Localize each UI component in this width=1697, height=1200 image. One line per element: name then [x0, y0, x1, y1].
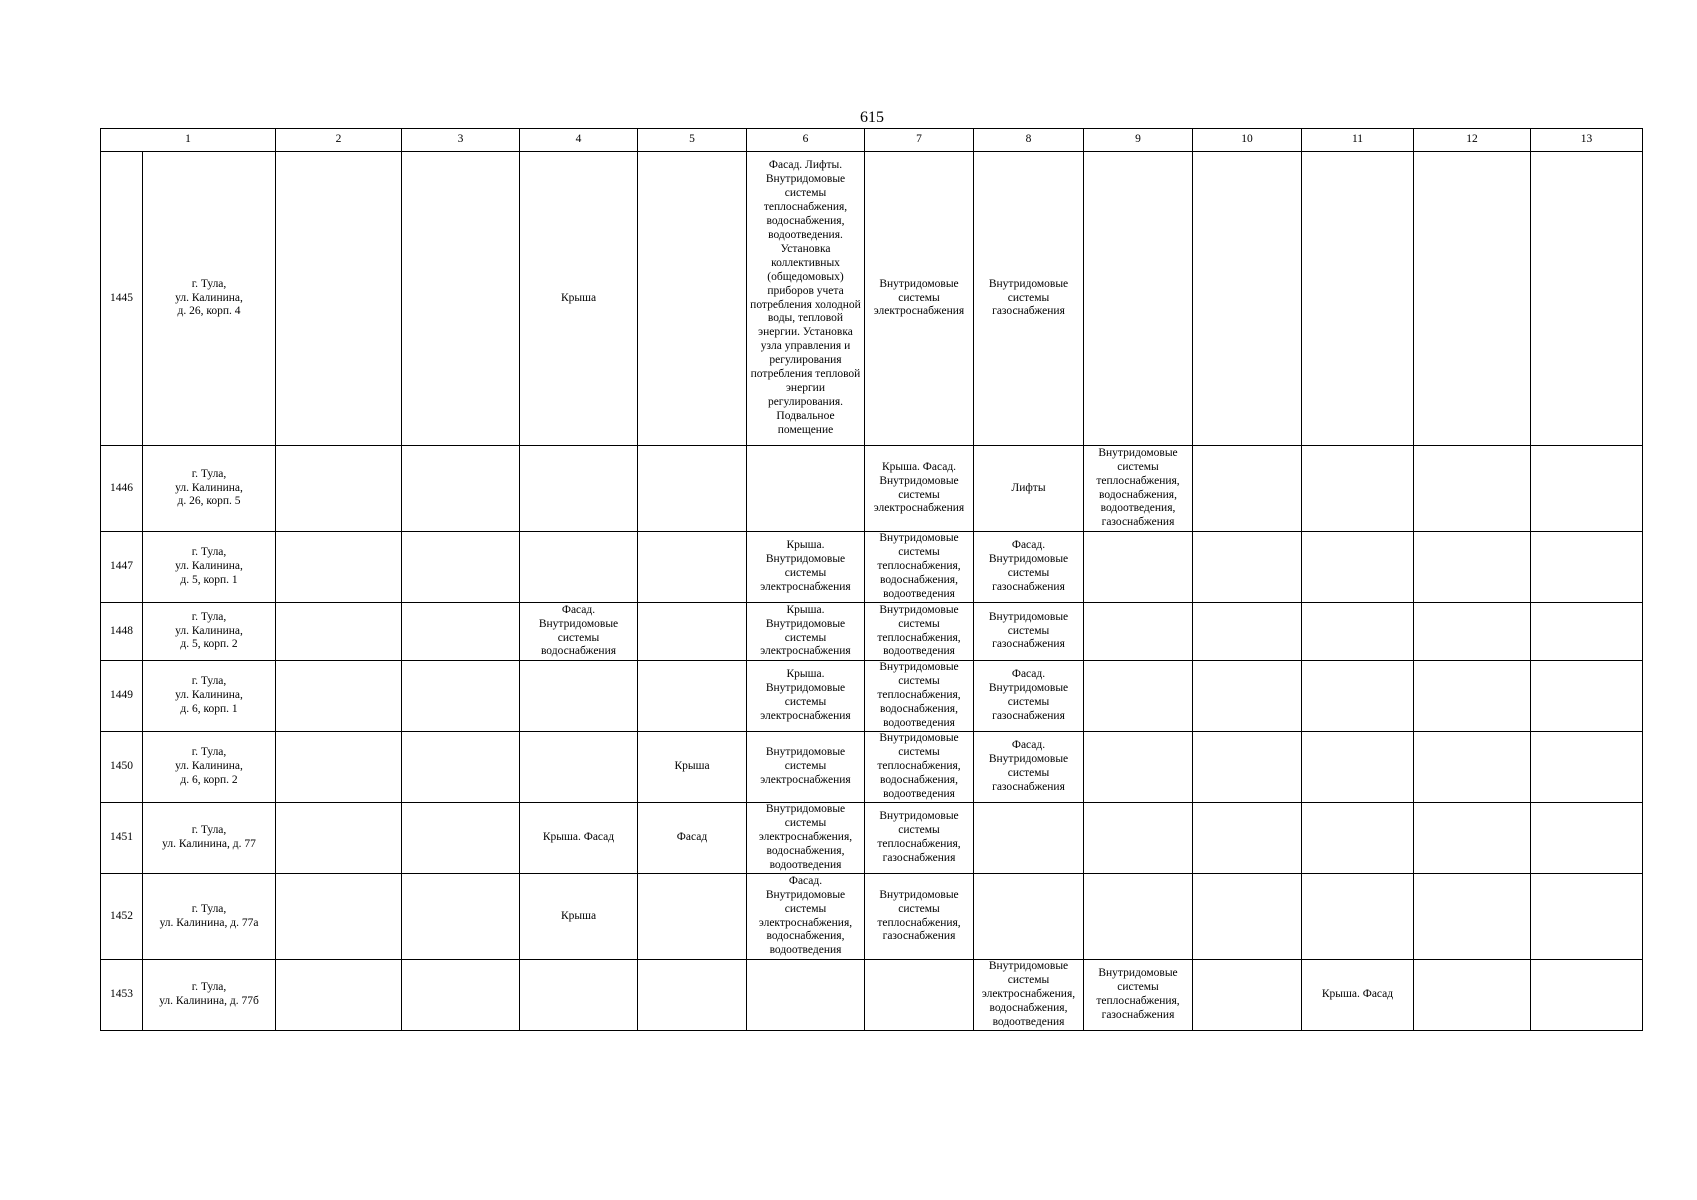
work-cell-col-4: [520, 960, 638, 1031]
work-cell-col-11: Крыша. Фасад: [1302, 960, 1414, 1031]
work-cell-col-10: [1193, 803, 1302, 874]
table-row: [101, 732, 1643, 803]
work-cell-col-13: [1531, 446, 1643, 532]
work-cell-col-7: Внутридомовые системы теплоснабжения, водоотведения: [865, 603, 974, 661]
work-cell-col-8: Лифты: [974, 446, 1084, 532]
work-cell-col-13: [1531, 661, 1643, 732]
work-cell-col-9: [1084, 732, 1193, 803]
work-cell-col-8: Фасад. Внутридомовые системы газоснабжения: [974, 732, 1084, 803]
address-line: ул. Калинина, д. 77: [162, 838, 256, 850]
work-schedule-table: [100, 128, 1643, 1031]
table-row: [101, 446, 1643, 532]
address-cell: [143, 874, 276, 960]
work-cell-col-5: [638, 661, 747, 732]
address-line: ул. Калинина,: [175, 760, 243, 773]
work-cell-col-3: [402, 960, 520, 1031]
work-cell-col-10: [1193, 603, 1302, 661]
work-cell-col-2: [276, 152, 402, 446]
work-cell-col-11: [1302, 603, 1414, 661]
address-line: ул. Калинина, д. 77б: [159, 995, 259, 1007]
work-cell-col-3: [402, 661, 520, 732]
work-cell-col-8: Внутридомовые системы электроснабжения, водоснабжения, водоотведения: [974, 960, 1084, 1031]
work-cell-col-6: Внутридомовые системы электроснабжения, водоснабжения, водоотведения: [747, 803, 865, 874]
row-number: 1452: [101, 874, 143, 960]
column-header: 12: [1414, 129, 1531, 152]
address-cell: [143, 661, 276, 732]
work-cell-col-6: Крыша. Внутридомовые системы электроснабжения: [747, 603, 865, 661]
column-number-row: [101, 129, 1643, 152]
work-cell-col-2: [276, 874, 402, 960]
address-line: г. Тула,: [191, 546, 227, 559]
work-cell-col-7: Внутридомовые системы теплоснабжения, водоснабжения, водоотведения: [865, 532, 974, 603]
column-header: 11: [1302, 129, 1414, 152]
work-cell-col-2: [276, 661, 402, 732]
column-header: 9: [1084, 129, 1193, 152]
address-line: г. Тула,: [191, 467, 227, 480]
work-cell-col-9: [1084, 874, 1193, 960]
table-row: [101, 661, 1643, 732]
work-cell-col-7: Внутридомовые системы электроснабжения: [865, 152, 974, 446]
work-cell-col-3: [402, 446, 520, 532]
address-line: ул. Калинина, д. 77а: [159, 916, 259, 929]
column-header: 13: [1531, 129, 1643, 152]
work-cell-col-2: [276, 803, 402, 874]
work-cell-col-12: [1414, 803, 1531, 874]
work-cell-col-5: [638, 152, 747, 446]
work-cell-col-5: [638, 532, 747, 603]
work-cell-col-9: [1084, 532, 1193, 603]
address-line: ул. Калинина,: [175, 291, 243, 304]
work-cell-col-10: [1193, 446, 1302, 532]
work-cell-col-5: Фасад: [638, 803, 747, 874]
work-cell-col-8: [974, 874, 1084, 960]
address-line: д. 26, корп. 5: [177, 495, 241, 508]
address-line: г. Тула,: [191, 610, 227, 623]
address-cell: [143, 152, 276, 446]
work-cell-col-9: Внутридомовые системы теплоснабжения, газоснабжения: [1084, 960, 1193, 1031]
work-cell-col-3: [402, 803, 520, 874]
address-cell: [143, 960, 276, 1031]
work-cell-col-10: [1193, 732, 1302, 803]
address-line: г. Тула,: [191, 746, 227, 759]
work-cell-col-4: Крыша: [520, 152, 638, 446]
work-cell-col-8: Внутридомовые системы газоснабжения: [974, 603, 1084, 661]
work-cell-col-9: [1084, 803, 1193, 874]
work-cell-col-5: [638, 446, 747, 532]
address-line: г. Тула,: [191, 824, 227, 837]
address-line: д. 26, корп. 4: [177, 305, 241, 318]
table-row: [101, 603, 1643, 661]
address-line: ул. Калинина,: [175, 689, 243, 702]
column-header: 4: [520, 129, 638, 152]
address-line: г. Тула,: [191, 675, 227, 688]
address-line: д. 6, корп. 2: [180, 773, 238, 786]
work-cell-col-2: [276, 603, 402, 661]
work-cell-col-6: Крыша. Внутридомовые системы электроснабжения: [747, 661, 865, 732]
work-cell-col-13: [1531, 603, 1643, 661]
work-cell-col-6: Крыша. Внутридомовые системы электроснабжения: [747, 532, 865, 603]
work-cell-col-12: [1414, 874, 1531, 960]
work-cell-col-6: [747, 960, 865, 1031]
work-cell-col-11: [1302, 803, 1414, 874]
table-body: [101, 152, 1643, 1031]
column-header: 3: [402, 129, 520, 152]
work-cell-col-8: Фасад. Внутридомовые системы газоснабжения: [974, 532, 1084, 603]
column-header: 10: [1193, 129, 1302, 152]
table-row: [101, 152, 1643, 446]
work-cell-col-13: [1531, 532, 1643, 603]
table-row: [101, 803, 1643, 874]
address-line: г. Тула,: [191, 902, 227, 915]
work-cell-col-2: [276, 446, 402, 532]
work-cell-col-7: Внутридомовые системы теплоснабжения, водоснабжения, водоотведения: [865, 732, 974, 803]
work-cell-col-7: [865, 960, 974, 1031]
work-cell-col-4: [520, 732, 638, 803]
work-cell-col-10: [1193, 874, 1302, 960]
work-cell-col-12: [1414, 960, 1531, 1031]
row-number: 1446: [101, 446, 143, 532]
work-cell-col-4: Фасад. Внутридомовые системы водоснабжения: [520, 603, 638, 661]
work-cell-col-5: [638, 874, 747, 960]
work-cell-col-13: [1531, 960, 1643, 1031]
address-line: ул. Калинина,: [175, 481, 243, 494]
work-cell-col-2: [276, 532, 402, 603]
address-line: г. Тула,: [191, 981, 227, 994]
work-cell-col-7: Внутридомовые системы теплоснабжения, газоснабжения: [865, 803, 974, 874]
work-cell-col-4: [520, 446, 638, 532]
address-cell: [143, 532, 276, 603]
column-header: 5: [638, 129, 747, 152]
work-cell-col-3: [402, 152, 520, 446]
address-line: д. 5, корп. 2: [180, 638, 238, 651]
column-header: 6: [747, 129, 865, 152]
work-cell-col-2: [276, 732, 402, 803]
work-cell-col-3: [402, 874, 520, 960]
column-header: 2: [276, 129, 402, 152]
row-number: 1445: [101, 152, 143, 446]
work-cell-col-10: [1193, 661, 1302, 732]
row-number: 1449: [101, 661, 143, 732]
work-cell-col-13: [1531, 152, 1643, 446]
row-number: 1451: [101, 803, 143, 874]
column-header: 8: [974, 129, 1084, 152]
work-cell-col-11: [1302, 152, 1414, 446]
work-cell-col-9: Внутридомовые системы теплоснабжения, водоснабжения, водоотведения, газоснабжения: [1084, 446, 1193, 532]
work-cell-col-12: [1414, 152, 1531, 446]
work-cell-col-6: Внутридомовые системы электроснабжения: [747, 732, 865, 803]
work-cell-col-13: [1531, 803, 1643, 874]
work-cell-col-8: Внутридомовые системы газоснабжения: [974, 152, 1084, 446]
work-cell-col-12: [1414, 446, 1531, 532]
row-number: 1450: [101, 732, 143, 803]
column-header: 1: [101, 129, 276, 152]
work-cell-col-3: [402, 603, 520, 661]
work-cell-col-12: [1414, 532, 1531, 603]
row-number: 1447: [101, 532, 143, 603]
work-cell-col-6: [747, 446, 865, 532]
work-cell-col-9: [1084, 603, 1193, 661]
work-cell-col-13: [1531, 732, 1643, 803]
work-cell-col-10: [1193, 152, 1302, 446]
address-cell: [143, 732, 276, 803]
table-row: [101, 874, 1643, 960]
work-cell-col-12: [1414, 732, 1531, 803]
address-line: ул. Калинина,: [175, 560, 243, 573]
table-row: [101, 532, 1643, 603]
work-cell-col-7: Внутридомовые системы теплоснабжения, газоснабжения: [865, 874, 974, 960]
address-cell: [143, 603, 276, 661]
address-cell: [143, 446, 276, 532]
work-cell-col-8: [974, 803, 1084, 874]
row-number: 1453: [101, 960, 143, 1031]
work-cell-col-11: [1302, 732, 1414, 803]
work-cell-col-4: [520, 661, 638, 732]
work-cell-col-4: Крыша: [520, 874, 638, 960]
work-cell-col-5: [638, 603, 747, 661]
work-cell-col-6: Фасад. Внутридомовые системы электроснабжения, водоснабжения, водоотведения: [747, 874, 865, 960]
work-cell-col-9: [1084, 661, 1193, 732]
address-line: ул. Калинина,: [175, 624, 243, 637]
work-cell-col-5: [638, 960, 747, 1031]
address-line: г. Тула,: [191, 277, 227, 290]
work-cell-col-11: [1302, 532, 1414, 603]
address-cell: [143, 803, 276, 874]
table-row: [101, 960, 1643, 1031]
column-header: 7: [865, 129, 974, 152]
work-cell-col-12: [1414, 661, 1531, 732]
work-cell-col-13: [1531, 874, 1643, 960]
work-cell-col-7: Крыша. Фасад. Внутридомовые системы электроснабжения: [865, 446, 974, 532]
address-line: д. 6, корп. 1: [180, 702, 238, 715]
work-cell-col-11: [1302, 874, 1414, 960]
work-cell-col-6: Фасад. Лифты. Внутридомовые системы теплоснабжения, водоснабжения, водоотведения. Установка коллективных (общедомовых) приборов учета потребления холодной воды, тепловой энергии. Установка узла управления и регулирования потребления тепловой энергии регулирования. Подвальное помещение: [747, 152, 865, 446]
work-cell-col-11: [1302, 661, 1414, 732]
work-cell-col-4: Крыша. Фасад: [520, 803, 638, 874]
work-cell-col-4: [520, 532, 638, 603]
row-number: 1448: [101, 603, 143, 661]
work-cell-col-11: [1302, 446, 1414, 532]
work-cell-col-10: [1193, 532, 1302, 603]
work-cell-col-5: Крыша: [638, 732, 747, 803]
page-number: 615: [860, 109, 884, 126]
work-cell-col-3: [402, 532, 520, 603]
work-cell-col-8: Фасад. Внутридомовые системы газоснабжения: [974, 661, 1084, 732]
address-line: д. 5, корп. 1: [180, 573, 238, 586]
work-cell-col-2: [276, 960, 402, 1031]
work-cell-col-9: [1084, 152, 1193, 446]
work-cell-col-3: [402, 732, 520, 803]
work-cell-col-12: [1414, 603, 1531, 661]
work-cell-col-7: Внутридомовые системы теплоснабжения, водоснабжения, водоотведения: [865, 661, 974, 732]
work-cell-col-10: [1193, 960, 1302, 1031]
